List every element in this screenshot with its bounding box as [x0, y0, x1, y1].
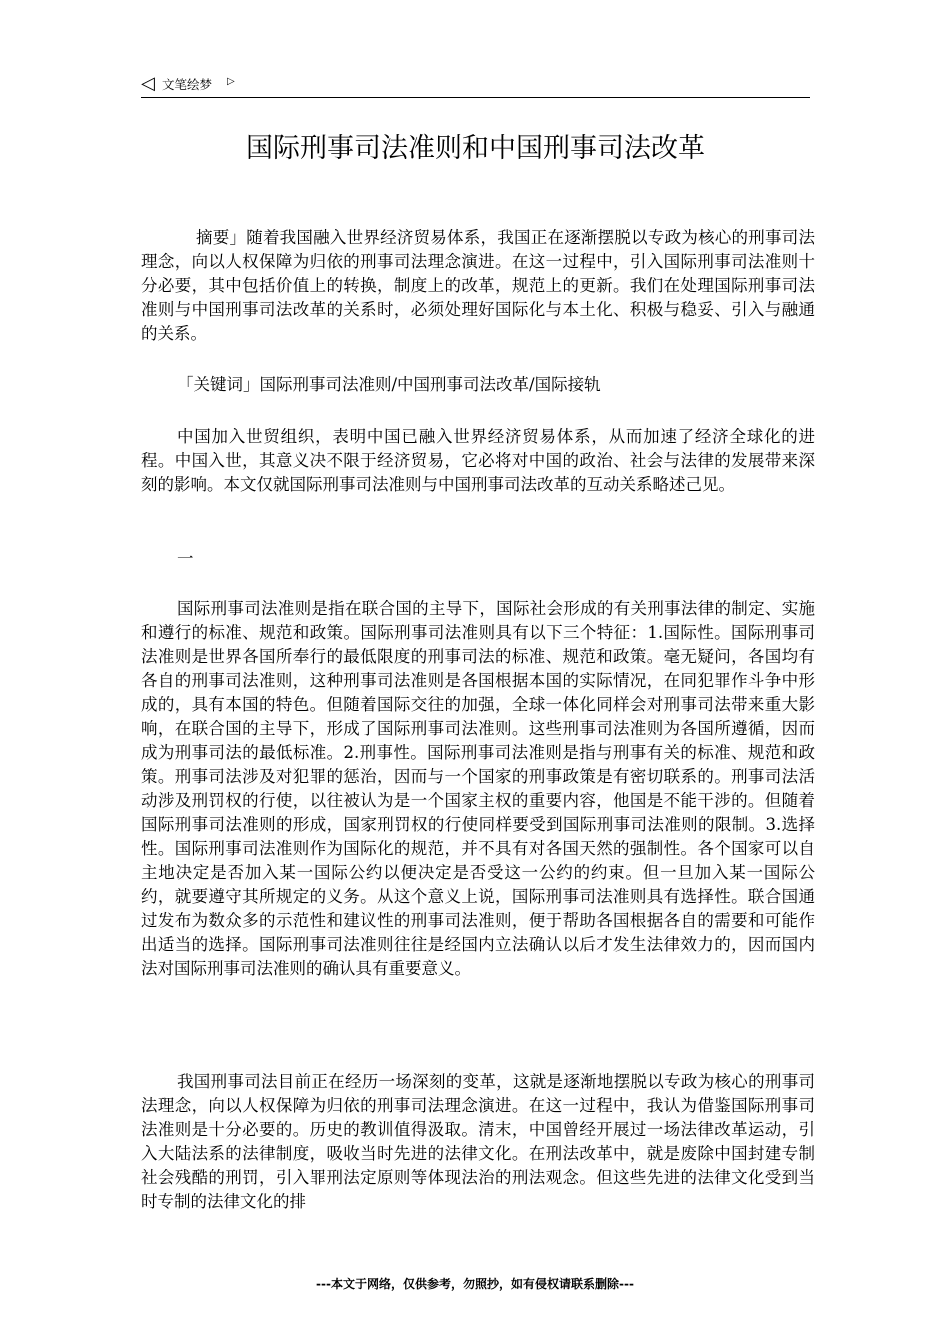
left-triangle-icon: ◁	[141, 73, 155, 94]
document-title: 国际刑事司法准则和中国刑事司法改革	[246, 133, 705, 164]
abstract-paragraph: 摘要」随着我国融入世界经济贸易体系，我国正在逐渐摆脱以专政为核心的刑事司法理念，向以人权保障为归依的刑事司法理念演进。在这一过程中，引入国际刑事司法准则十分必要，其中包括价值上的转换，制度上的改革，规范上的更新。我们在处理国际刑事司法准则与中国刑事司法改革的关系时，必须处理好国际化与本土化、积极与稳妥、引入与融通的关系。	[141, 228, 815, 343]
header-divider	[141, 97, 810, 98]
intro-paragraph: 中国加入世贸组织，表明中国已融入世界经济贸易体系，从而加速了经济全球化的进程。中国入世，其意义决不限于经济贸易，它必将对中国的政治、社会与法律的发展带来深刻的影响。本文仅就国际刑事司法准则与中国刑事司法改革的互动关系略述己见。	[141, 427, 815, 494]
section-heading: 一	[177, 549, 194, 568]
right-triangle-icon: ▷	[227, 76, 235, 87]
page-header	[141, 74, 810, 98]
body-paragraph: 我国刑事司法目前正在经历一场深刻的变革，这就是逐渐地摆脱以专政为核心的刑事司法理念，向以人权保障为归依的刑事司法理念演进。在这一过程中，我认为借鉴国际刑事司法准则是十分必要的。历史的教训值得汲取。清末，中国曾经开展过一场法律改革运动，引入大陆法系的法律制度，吸收当时先进的法律文化。在刑法改革中，就是废除中国封建专制社会残酷的刑罚，引入罪刑法定原则等体现法治的刑法观念。但这些先进的法律文化受到当时专制的法律文化的排	[141, 1072, 815, 1211]
body-paragraph: 国际刑事司法准则是指在联合国的主导下，国际社会形成的有关刑事法律的制定、实施和遵行的标准、规范和政策。国际刑事司法准则具有以下三个特征：1.国际性。国际刑事司法准则是世界各国所奉行的最低限度的刑事司法的标准、规范和政策。毫无疑问，各国均有各自的刑事司法准则，这种刑事司法准则是各国根据本国的实际情况，在同犯罪作斗争中形成的，具有本国的特色。但随着国际交往的加强，全球一体化同样会对刑事司法带来重大影响，在联合国的主导下，形成了国际刑事司法准则。这些刑事司法准则为各国所遵循，因而成为刑事司法的最低标准。2.刑事性。国际刑事司法准则是指与刑事有关的标准、规范和政策。刑事司法涉及对犯罪的惩治，因而与一个国家的刑事政策是有密切联系的。刑事司法活动涉及刑罚权的行使，以往被认为是一个国家主权的重要内容，他国是不能干涉的。但随着国际刑事司法准则的形成，国家刑罚权的行使同样要受到国际刑事司法准则的限制。3.选择性。国际刑事司法准则作为国际化的规范，并不具有对各国天然的强制性。各个国家可以自主地决定是否加入某一国际公约以便决定是否受这一公约的约束。但一旦加入某一国际公约，就要遵守其所规定的义务。从这个意义上说，国际刑事司法准则具有选择性。联合国通过发布为数众多的示范性和建议性的刑事司法准则，便于帮助各国根据各自的需要和可能作出适当的选择。国际刑事司法准则往往是经国内立法确认以后才发生法律效力的，因而国内法对国际刑事司法准则的确认具有重要意义。	[141, 599, 815, 978]
keywords-paragraph: 「关键词」国际刑事司法准则/中国刑事司法改革/国际接轨	[177, 375, 601, 394]
footer-notice: ---本文于网络，仅供参考，勿照抄，如有侵权请联系删除---	[316, 1277, 634, 1291]
brand-label: 文笔绘梦	[162, 77, 213, 92]
